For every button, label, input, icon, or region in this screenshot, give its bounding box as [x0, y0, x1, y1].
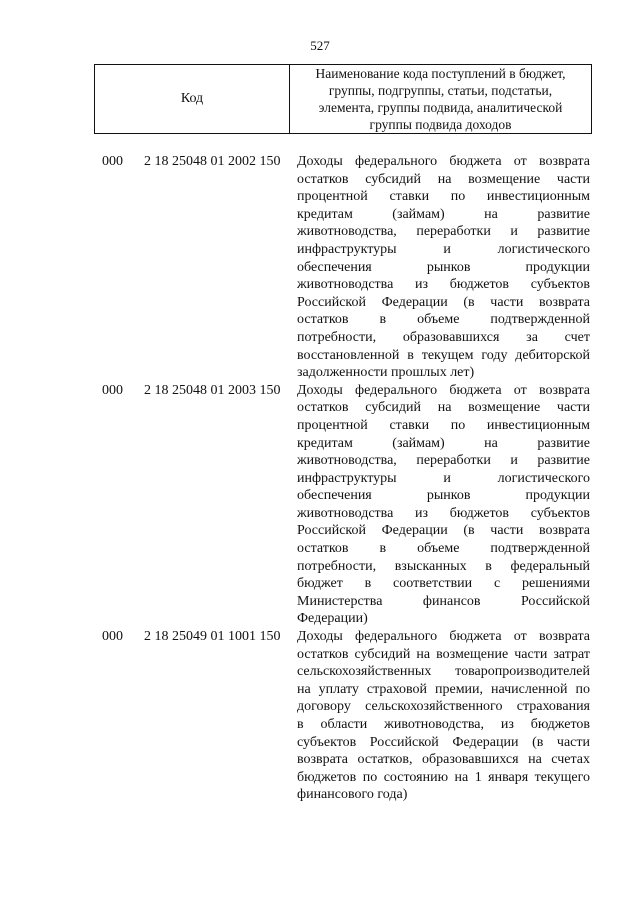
description-line: бюджетов по состоянию на 1 января текущего — [297, 769, 590, 785]
description-line: Федерации) — [297, 611, 368, 627]
admin-code: 000 — [102, 629, 123, 645]
description-line: животноводства из бюджетов субъектов — [297, 505, 590, 521]
description-line: остатков субсидий на возмещение части — [297, 400, 590, 416]
description-line: Министерства финансов Российской — [297, 593, 590, 609]
description-line: обеспечения рынков продукции — [297, 259, 590, 275]
description-line: остатков субсидий на возмещение части — [297, 171, 590, 187]
description-line: кредитам (займам) на развитие — [297, 206, 590, 222]
description-line: сельскохозяйственных товаропроизводителей — [297, 664, 590, 680]
description-line: остатков субсидий на возмещение части затрат — [297, 646, 590, 662]
description-line: Российской Федерации (в части возврата — [297, 294, 590, 310]
admin-code: 000 — [102, 154, 123, 169]
revenue-description — [297, 153, 590, 382]
revenue-code: 2 18 25049 01 1001 150 — [144, 629, 281, 645]
header-name-line: Наименование кода поступлений в бюджет, — [315, 66, 566, 81]
description-line: потребности, образовавшихся за счет — [297, 329, 590, 345]
table-row — [0, 382, 640, 628]
table-row — [0, 628, 640, 804]
description-line: инфраструктуры и логистического — [297, 241, 590, 257]
revenue-description — [297, 628, 590, 804]
description-line: процентной ставки по инвестиционным — [297, 417, 590, 433]
header-name-line: группы, подгруппы, статьи, подстатьи, — [328, 83, 553, 98]
header-code-cell: Код — [95, 65, 290, 133]
table-row — [0, 153, 640, 382]
description-line: потребности, взысканных в федеральный — [297, 558, 590, 574]
description-line: обеспечения рынков продукции — [297, 488, 590, 504]
description-line: задолженности прошлых лет) — [297, 365, 475, 381]
description-line: в области животноводства, из бюджетов — [297, 717, 590, 732]
header-name-line: элемента, группы подвида, аналитической — [318, 100, 563, 115]
description-line: возврата остатков, образовавшихся на счетах — [297, 752, 590, 768]
header-name-cell — [290, 65, 591, 133]
description-line: восстановленной в текущем году дебиторской — [297, 347, 590, 363]
description-line: остатков в объеме подтвержденной — [297, 312, 590, 328]
description-line: субъектов Российской Федерации (в части — [297, 734, 590, 750]
table-body — [0, 153, 640, 804]
description-line: инфраструктуры и логистического — [297, 470, 590, 486]
revenue-code: 2 18 25048 01 2002 150 — [144, 154, 281, 169]
header-name-line: группы подвида доходов — [369, 117, 512, 132]
page-number: 527 — [310, 38, 330, 53]
description-line: животноводства, переработки и развитие — [297, 224, 590, 240]
description-line: остатков в объеме подтвержденной — [297, 541, 590, 557]
description-line: животноводства, переработки и развитие — [297, 453, 590, 469]
description-line: животноводства из бюджетов субъектов — [297, 277, 590, 293]
revenue-description — [297, 382, 590, 628]
description-line: Доходы федерального бюджета от возврата — [297, 154, 590, 169]
admin-code: 000 — [102, 382, 123, 398]
description-line: финансового года) — [297, 787, 408, 803]
revenue-code: 2 18 25048 01 2003 150 — [144, 382, 281, 398]
description-line: бюджет в соответствии с решениями — [297, 576, 590, 592]
description-line: Доходы федерального бюджета от возврата — [297, 382, 590, 398]
description-line: Российской Федерации (в части возврата — [297, 523, 590, 539]
description-line: процентной ставки по инвестиционным — [297, 189, 590, 205]
description-line: кредитам (займам) на развитие — [297, 435, 590, 451]
description-line: на уплату страховой премии, начисленной по — [297, 681, 590, 697]
table-header — [94, 64, 592, 134]
description-line: Доходы федерального бюджета от возврата — [297, 629, 590, 645]
description-line: договору сельскохозяйственного страхования — [297, 699, 590, 715]
